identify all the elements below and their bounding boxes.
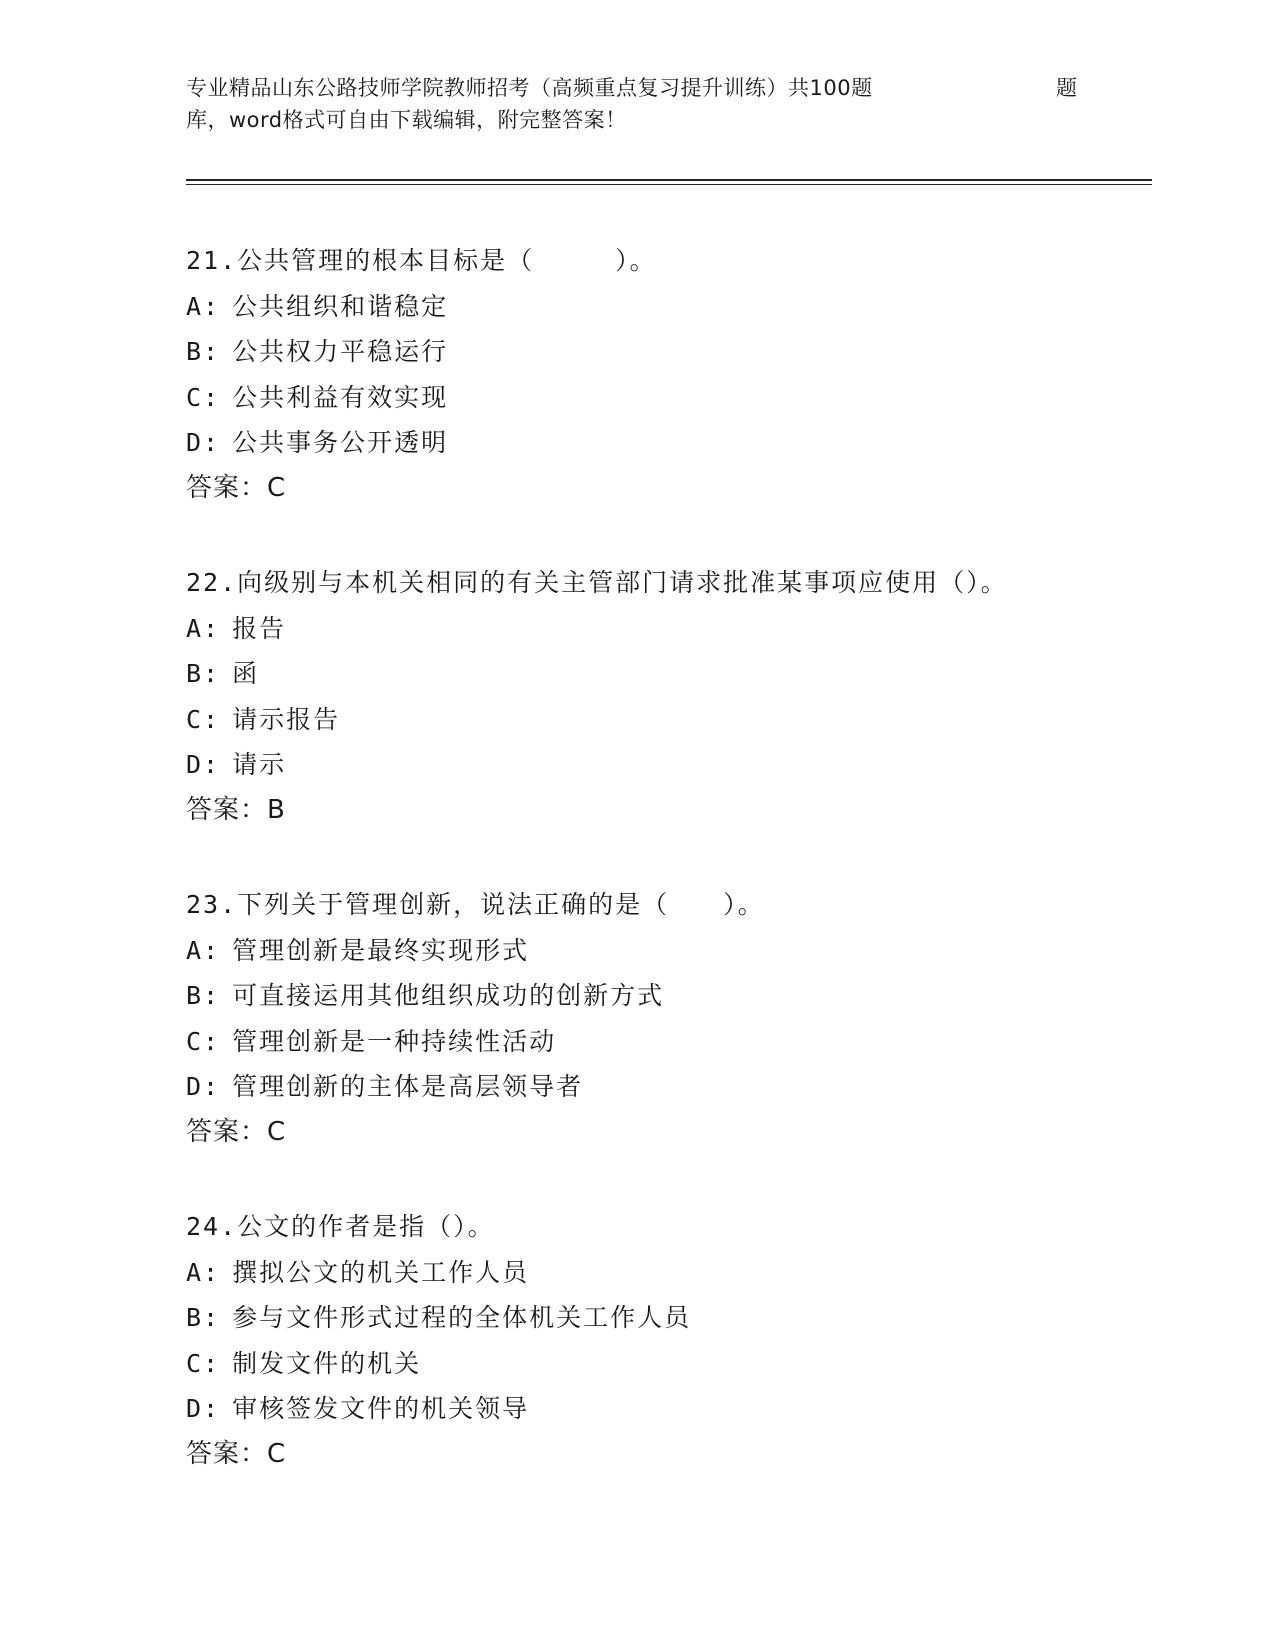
- option-letter: A:: [186, 291, 221, 321]
- option-text: 参与文件形式过程的全体机关工作人员: [232, 1303, 692, 1332]
- option-a: [186, 284, 1146, 330]
- question-stem: 23.下列关于管理创新，说法正确的是（ ）。: [186, 890, 765, 919]
- question-stem: 21.公共管理的根本目标是（ ）。: [186, 246, 657, 275]
- option-text: 可直接运用其他组织成功的创新方式: [232, 981, 665, 1010]
- option-text: 请示: [232, 750, 287, 779]
- option-a: [186, 606, 1146, 652]
- option-c: [186, 1019, 1146, 1065]
- option-text: 管理创新是最终实现形式: [232, 935, 530, 965]
- option-c: [186, 1341, 1146, 1387]
- option-c: [186, 697, 1146, 743]
- option-letter: B:: [186, 337, 221, 366]
- question-22: [186, 560, 1146, 882]
- header-divider-thick: [186, 179, 1152, 181]
- header-divider-thin: [186, 184, 1152, 185]
- option-d: [186, 742, 1146, 788]
- answer-line: 答案：C: [186, 1438, 287, 1469]
- option-letter: C:: [186, 382, 221, 412]
- option-text: 撰拟公文的机关工作人员: [232, 1257, 530, 1287]
- option-d: [186, 420, 1146, 466]
- option-a: [186, 1250, 1146, 1296]
- option-letter: D:: [186, 428, 221, 457]
- option-letter: D:: [186, 1394, 221, 1423]
- option-letter: A:: [186, 935, 221, 965]
- option-b: [186, 973, 1146, 1019]
- option-b: [186, 651, 1146, 697]
- question-list: [186, 238, 1146, 1526]
- option-text: 审核签发文件的机关领导: [232, 1394, 530, 1423]
- option-a: [186, 928, 1146, 974]
- header-line-2: 库，word格式可自由下载编辑，附完整答案！: [186, 108, 627, 132]
- option-letter: D:: [186, 750, 221, 779]
- header-title: 专业精品山东公路技师学院教师招考（高频重点复习提升训练）共100题: [186, 76, 873, 100]
- option-letter: A:: [186, 1257, 221, 1287]
- option-text: 公共组织和谐稳定: [232, 291, 449, 321]
- option-text: 管理创新的主体是高层领导者: [232, 1072, 584, 1101]
- option-letter: B:: [186, 981, 221, 1010]
- option-letter: B:: [186, 659, 221, 688]
- option-text: 函: [232, 659, 260, 688]
- option-d: [186, 1064, 1146, 1110]
- option-text: 请示报告: [232, 704, 341, 734]
- question-stem: 24.公文的作者是指（）。: [186, 1212, 495, 1241]
- option-letter: C:: [186, 1026, 221, 1056]
- option-text: 管理创新是一种持续性活动: [232, 1026, 557, 1056]
- option-letter: B:: [186, 1303, 221, 1332]
- document-header: [186, 72, 1086, 136]
- option-text: 公共权力平稳运行: [232, 337, 449, 366]
- option-b: [186, 329, 1146, 375]
- option-d: [186, 1386, 1146, 1432]
- option-text: 制发文件的机关: [232, 1348, 422, 1378]
- option-text: 公共事务公开透明: [232, 428, 449, 457]
- answer-line: 答案：B: [186, 794, 286, 825]
- option-c: [186, 375, 1146, 421]
- option-letter: C:: [186, 1348, 221, 1378]
- header-line-1: [186, 72, 1086, 104]
- option-letter: A:: [186, 613, 221, 643]
- option-text: 报告: [232, 613, 287, 643]
- question-24: [186, 1204, 1146, 1526]
- option-text: 公共利益有效实现: [232, 382, 449, 412]
- header-title-tail: 题: [1056, 76, 1078, 100]
- answer-line: 答案：C: [186, 1116, 287, 1147]
- question-21: [186, 238, 1146, 560]
- option-b: [186, 1295, 1146, 1341]
- option-letter: D:: [186, 1072, 221, 1101]
- question-stem: 22.向级别与本机关相同的有关主管部门请求批准某事项应使用（）。: [186, 568, 1008, 597]
- answer-line: 答案：C: [186, 472, 287, 503]
- option-letter: C:: [186, 704, 221, 734]
- question-23: [186, 882, 1146, 1204]
